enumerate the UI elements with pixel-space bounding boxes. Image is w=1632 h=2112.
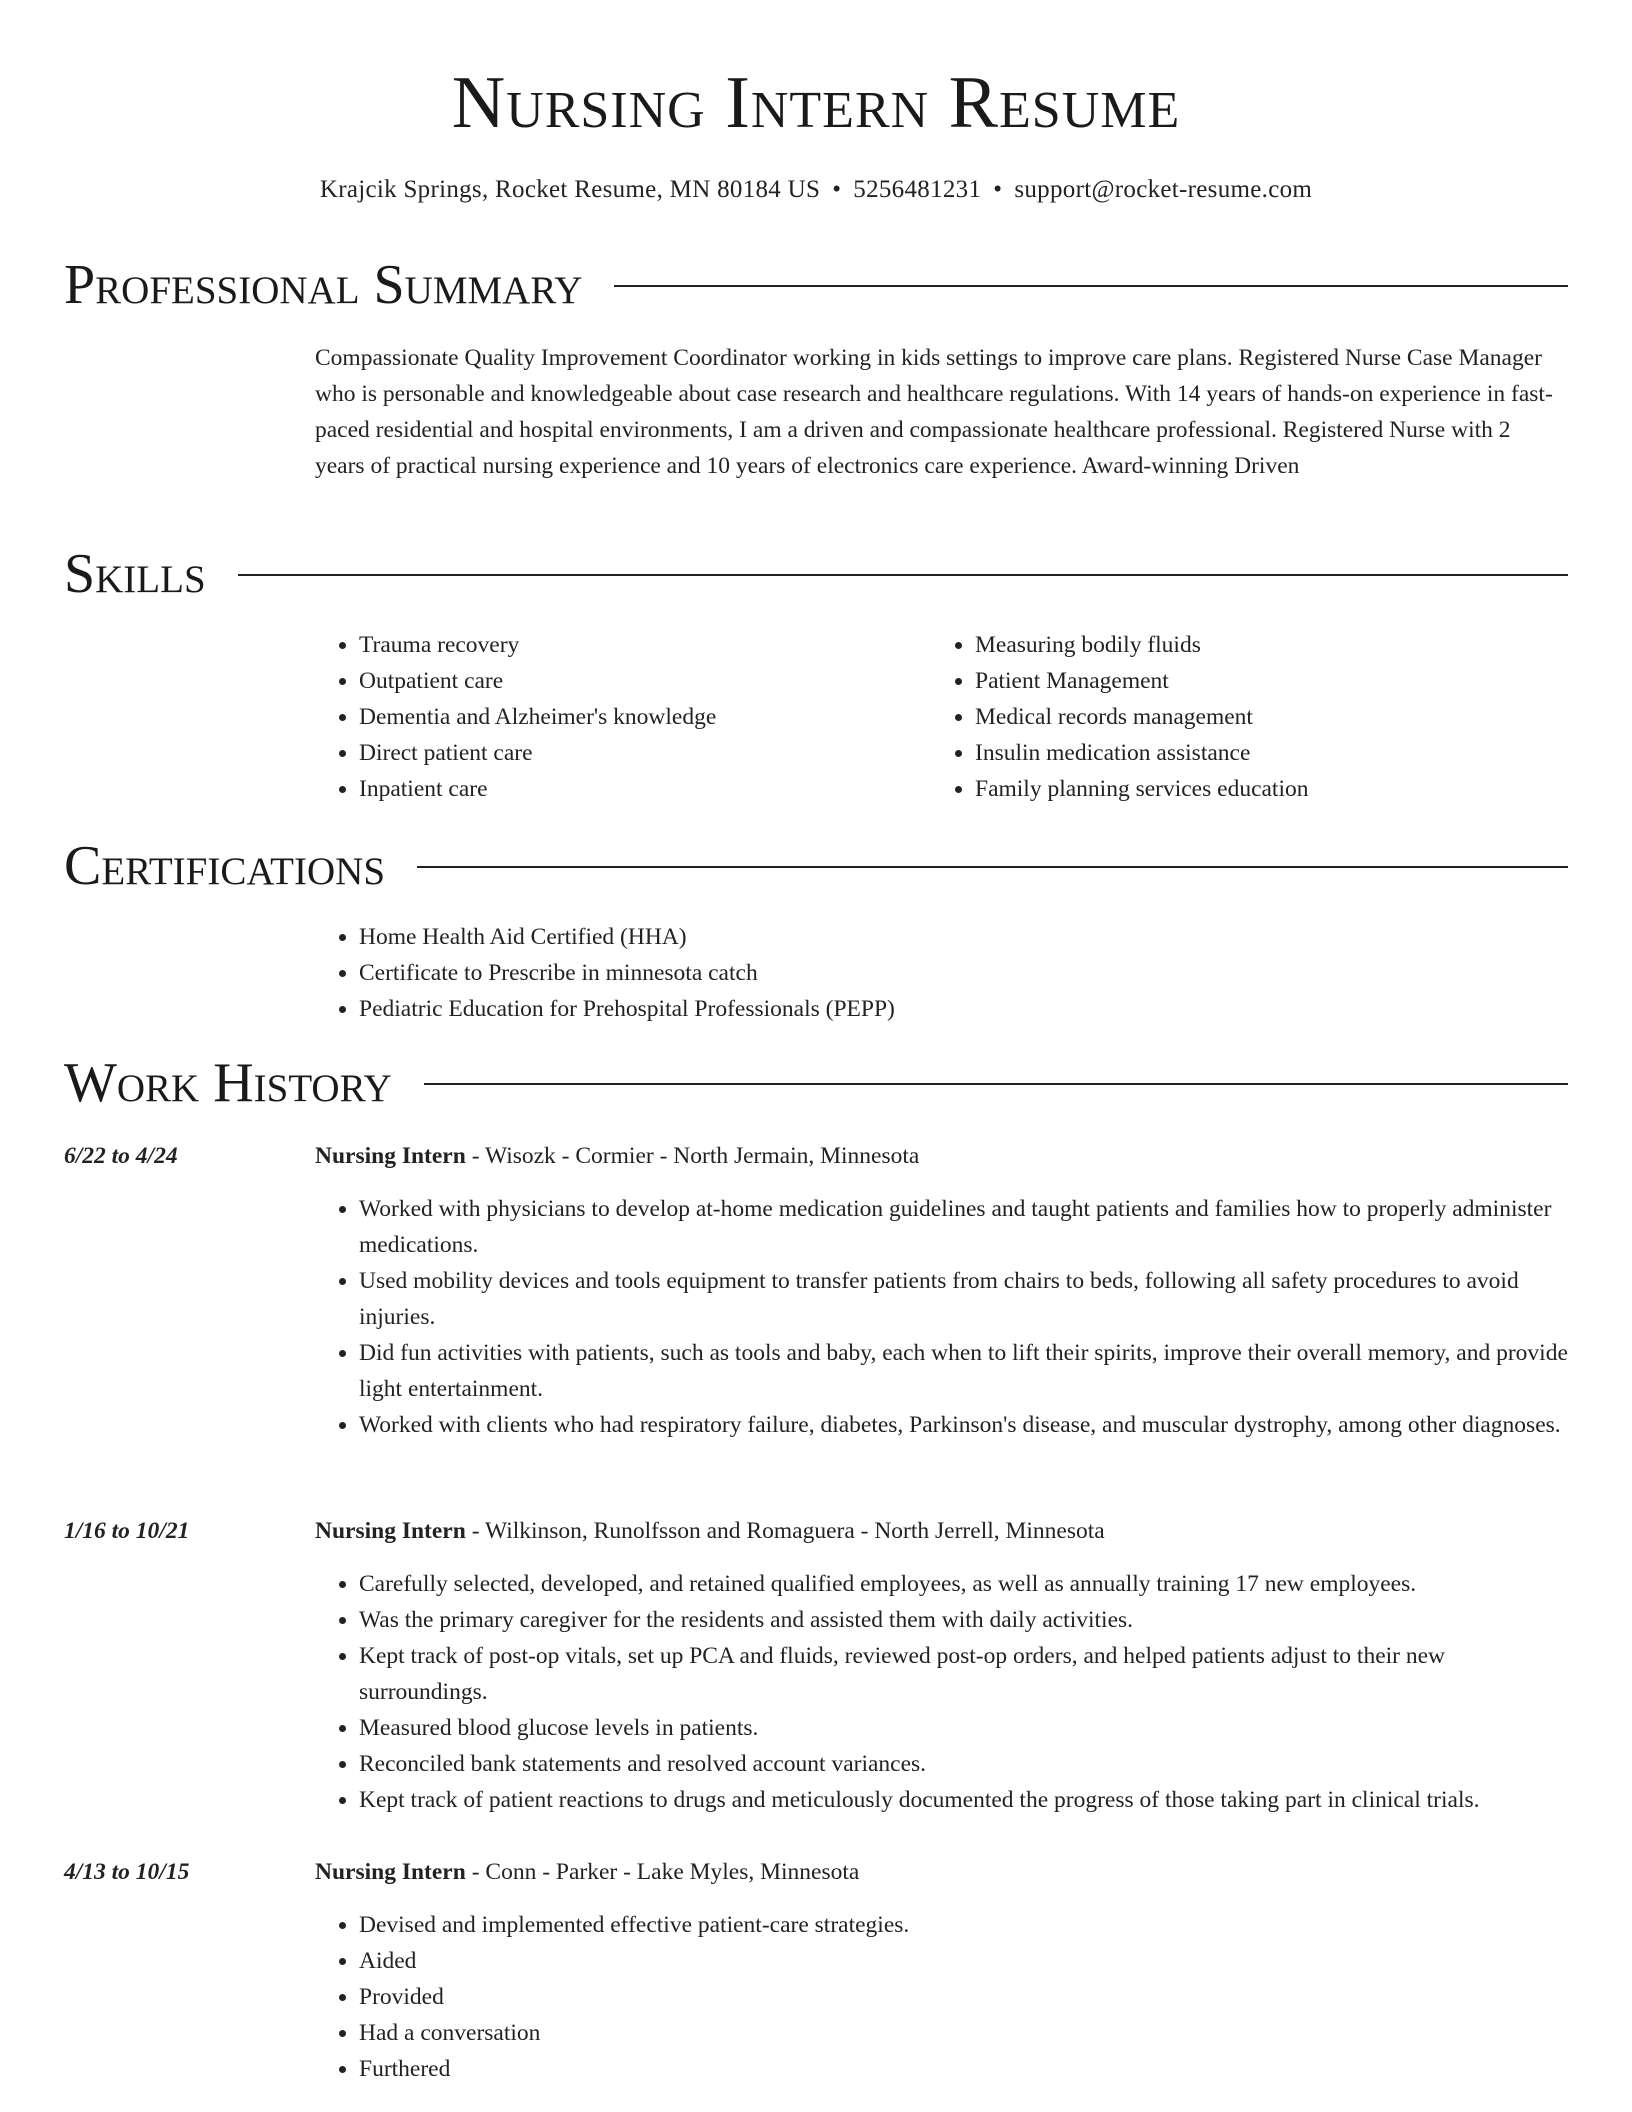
skill-item: • Patient Management [975,663,1491,699]
job-bullet: • Carefully selected, developed, and retained qualified employees, as well as annually training 17 new employees. [359,1566,1575,1602]
skill-item: • Dementia and Alzheimer's knowledge [359,699,875,735]
skill-item: • Measuring bodily fluids [975,627,1491,663]
section-title: Certifications [64,835,386,897]
job-bullet: • Furthered [359,2051,1575,2087]
job-dates: 1/16 to 10/21 [64,1518,190,1544]
certification-item: • Home Health Aid Certified (HHA) [359,919,1515,955]
skill-item: • Medical records management [975,699,1491,735]
job-heading [315,1854,859,1890]
summary-section-header [64,253,1568,317]
resume-title: Nursing Intern Resume [451,62,1181,144]
certification-item: • Certificate to Prescribe in minnesota catch [359,955,1515,991]
skill-item: • Family planning services education [975,771,1491,807]
contact-line [0,173,1632,207]
job-responsibilities [315,1566,1575,1818]
job-responsibilities [315,1191,1575,1443]
contact-separator: • [832,176,842,203]
contact-email: support@rocket-resume.com [1014,176,1313,203]
section-divider [417,866,1568,868]
job-company: - Conn - Parker - Lake Myles, Minnesota [465,1859,860,1885]
job-responsibilities [315,1907,1575,2087]
skill-item: • Direct patient care [359,735,875,771]
skill-item: • Outpatient care [359,663,875,699]
skill-item: • Trauma recovery [359,627,875,663]
job-bullet: • Did fun activities with patients, such as tools and baby, each when to lift their spirits, improve their overall memory, and provide light entertainment. [359,1335,1575,1407]
job-heading [315,1513,1105,1549]
job-bullet: • Provided [359,1979,1575,2015]
job-bullet: • Worked with physicians to develop at-home medication guidelines and taught patients and families how to properly administer medications. [359,1191,1575,1263]
summary-text: Compassionate Quality Improvement Coordinator working in kids settings to improve care plans. Registered Nurse Case Manager who is personable and knowledgeable about case research and healthcare regulations. With 14 years of hands-on experience in fast-paced residential and hospital environments, I am a driven and compassionate healthcare professional. Registered Nurse with 2 years of practical nursing experience and 10 years of electronics care experience. Award-winning Driven [315,345,1553,479]
job-bullet: • Reconciled bank statements and resolved account variances. [359,1746,1575,1782]
job-bullet: • Aided [359,1943,1575,1979]
job-dates: 6/22 to 4/24 [64,1143,178,1169]
contact-address: Krajcik Springs, Rocket Resume, MN 80184 US [319,176,821,203]
skill-item: • Inpatient care [359,771,875,807]
job-bullet: • Worked with clients who had respiratory failure, diabetes, Parkinson's disease, and muscular dystrophy, among other diagnoses. [359,1407,1575,1443]
certifications-section-header [64,834,1568,898]
job-title: Nursing Intern [315,1518,466,1544]
job-title: Nursing Intern [315,1143,466,1169]
job-heading [315,1138,919,1174]
skills-right-column [931,627,1491,807]
job-bullet: • Devised and implemented effective patient-care strategies. [359,1907,1575,1943]
section-divider [614,285,1568,287]
job-title: Nursing Intern [315,1859,466,1885]
job-bullet: • Had a conversation [359,2015,1575,2051]
section-title: Professional Summary [64,254,583,316]
certification-item: • Pediatric Education for Prehospital Professionals (PEPP) [359,991,1515,1027]
job-dates: 4/13 to 10/15 [64,1859,190,1885]
job-bullet: • Kept track of post-op vitals, set up PCA and fluids, reviewed post-op orders, and helped patients adjust to their new surroundings. [359,1638,1575,1710]
section-title: Skills [64,543,206,605]
job-bullet: • Used mobility devices and tools equipment to transfer patients from chairs to beds, following all safety procedures to avoid injuries. [359,1263,1575,1335]
job-bullet: • Kept track of patient reactions to drugs and meticulously documented the progress of those taking part in clinical trials. [359,1782,1575,1818]
section-divider [424,1083,1568,1085]
certifications-list [315,919,1515,1027]
job-company: - Wilkinson, Runolfsson and Romaguera - North Jerrell, Minnesota [465,1518,1105,1544]
work-history-section-header [64,1051,1568,1115]
job-bullet: • Was the primary caregiver for the residents and assisted them with daily activities. [359,1602,1575,1638]
job-company: - Wisozk - Cormier - North Jermain, Minnesota [465,1143,920,1169]
contact-separator: • [993,176,1003,203]
skill-item: • Insulin medication assistance [975,735,1491,771]
job-bullet: • Measured blood glucose levels in patients. [359,1710,1575,1746]
skills-left-column [315,627,875,807]
skills-section-header [64,542,1568,606]
section-title: Work History [64,1052,392,1114]
contact-phone: 5256481231 [853,176,982,203]
section-divider [238,574,1568,576]
